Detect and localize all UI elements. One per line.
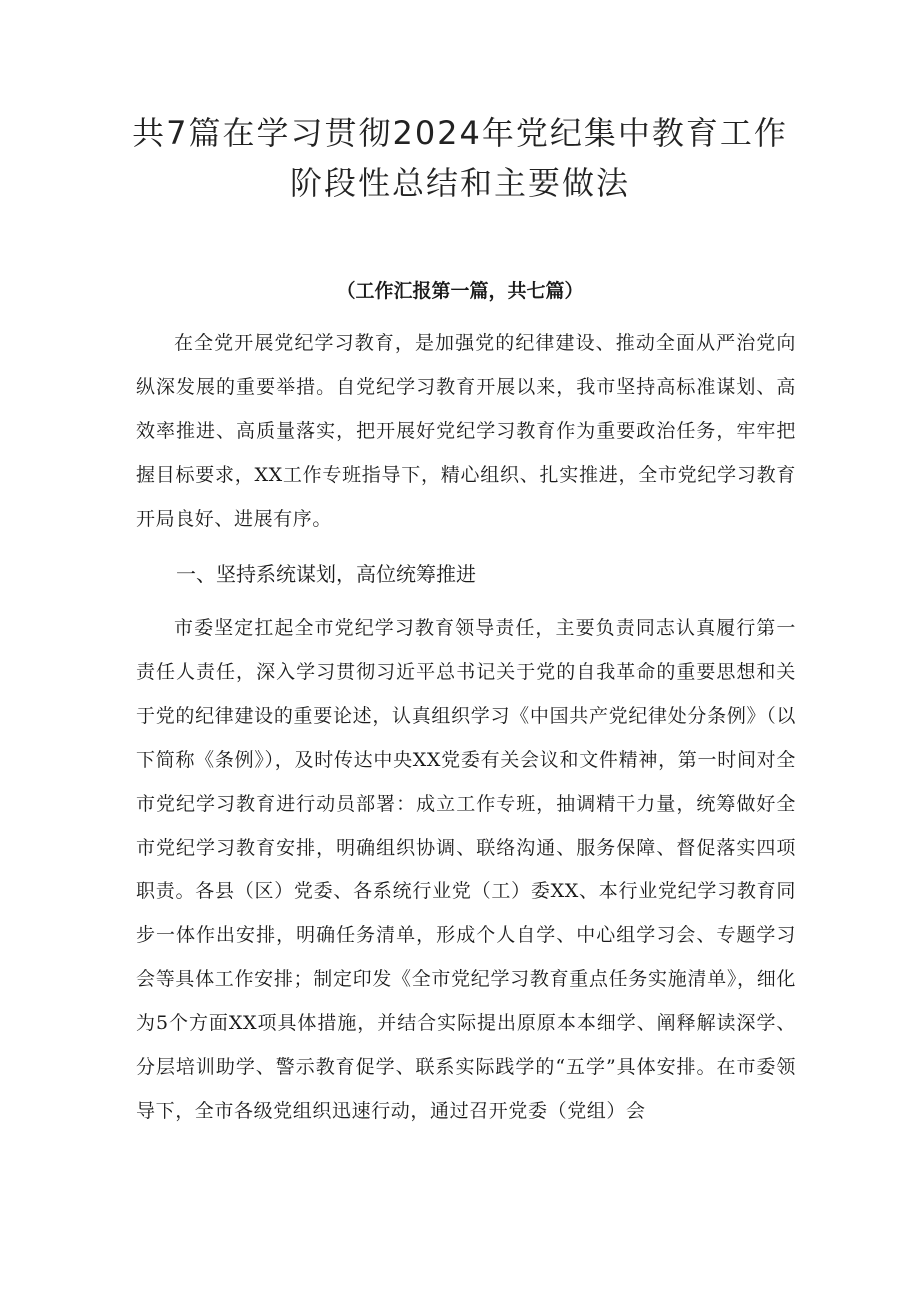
document-subtitle: （工作汇报第一篇，共七篇） (336, 280, 584, 302)
intro-paragraph: 在全党开展党纪学习教育，是加强党的纪律建设、推动全面从严治党向纵深发展的重要举措。自党纪学习教育开展以来，我市坚持高标准谋划、高效率推进、高质量落实，把开展好党纪学习教育作为重要政治任务，牢牢把握目标要求，XX工作专班指导下，精心组织、扎实推进，全市党纪学习教育开局良好、进展有序。 (136, 332, 796, 530)
section-heading: 一、坚持系统谋划，高位统筹推进 (176, 562, 476, 586)
document-title: 共7篇在学习贯彻2024年党纪集中教育工作阶段性总结和主要做法 (132, 114, 788, 202)
section-paragraph: 市委坚定扛起全市党纪学习教育领导责任，主要负责同志认真履行第一责任人责任，深入学习贯彻习近平总书记关于党的自我革命的重要思想和关于党的纪律建设的重要论述，认真组织学习《中国共产党纪律处分条例》（以下简称《条例》），及时传达中央XX党委有关会议和文件精神，第一时间对全市党纪学习教育进行动员部署：成立工作专班，抽调精干力量，统筹做好全市党纪学习教育安排，明确组织协调、联络沟通、服务保障、督促落实四项职责。各县（区）党委、各系统行业党（工）委XX、本行业党纪学习教育同步一体作出安排，明确任务清单，形成个人自学、中心组学习会、专题学习会等具体工作安排；制定印发《全市党纪学习教育重点任务实施清单》，细化为5个方面XX项具体措施，并结合实际提出原原本本细学、阐释解读深学、分层培训助学、警示教育促学、联系实际践学的“五学”具体安排。在市委领导下，全市各级党组织迅速行动，通过召开党委（党组）会 (136, 617, 796, 1122)
